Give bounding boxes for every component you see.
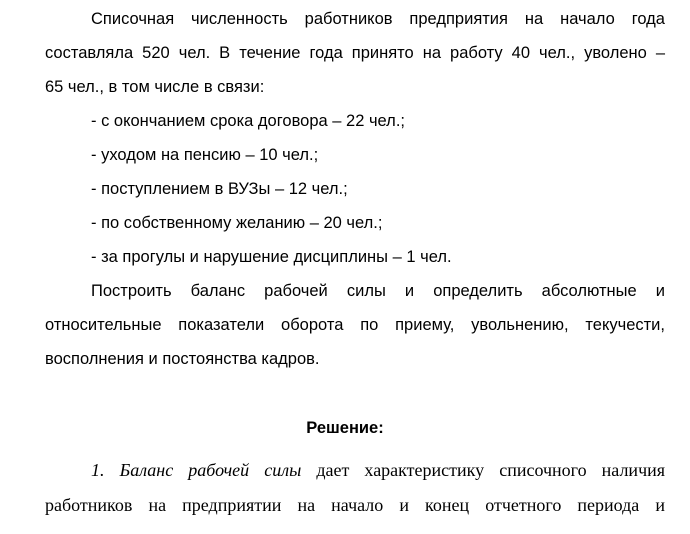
paragraph1-line3: 65 чел., в том числе в связи:: [45, 78, 265, 96]
solution-italic-term: Баланс рабочей силы: [119, 460, 302, 480]
reason-item-absenteeism: - за прогулы и нарушение дисциплины – 1 чел.: [91, 248, 452, 266]
task-line1: Построить баланс рабочей силы и определить абсолютные и: [91, 282, 665, 300]
paragraph1-line1: Списочная численность работников предприятия на начало года: [91, 10, 665, 28]
task-line2: относительные показатели оборота по приему, увольнению, текучести,: [45, 316, 665, 334]
reason-item-contract-end: - с окончанием срока договора – 22 чел.;: [91, 112, 405, 130]
solution-line2: работников на предприятии на начало и конец отчетного периода и: [45, 495, 665, 515]
reason-item-university: - поступлением в ВУЗы – 12 чел.;: [91, 180, 348, 198]
solution-number: 1.: [91, 460, 105, 480]
reason-item-own-will: - по собственному желанию – 20 чел.;: [91, 214, 383, 232]
task-line3: восполнения и постоянства кадров.: [45, 350, 320, 368]
solution-heading: Решение:: [306, 419, 384, 437]
solution-line1: [91, 459, 665, 481]
paragraph1-line2: составляла 520 чел. В течение года принято на работу 40 чел., уволено –: [45, 44, 665, 62]
reason-item-retirement: - уходом на пенсию – 10 чел.;: [91, 146, 319, 164]
solution-line1-rest: дает характеристику списочного наличия: [316, 460, 666, 480]
